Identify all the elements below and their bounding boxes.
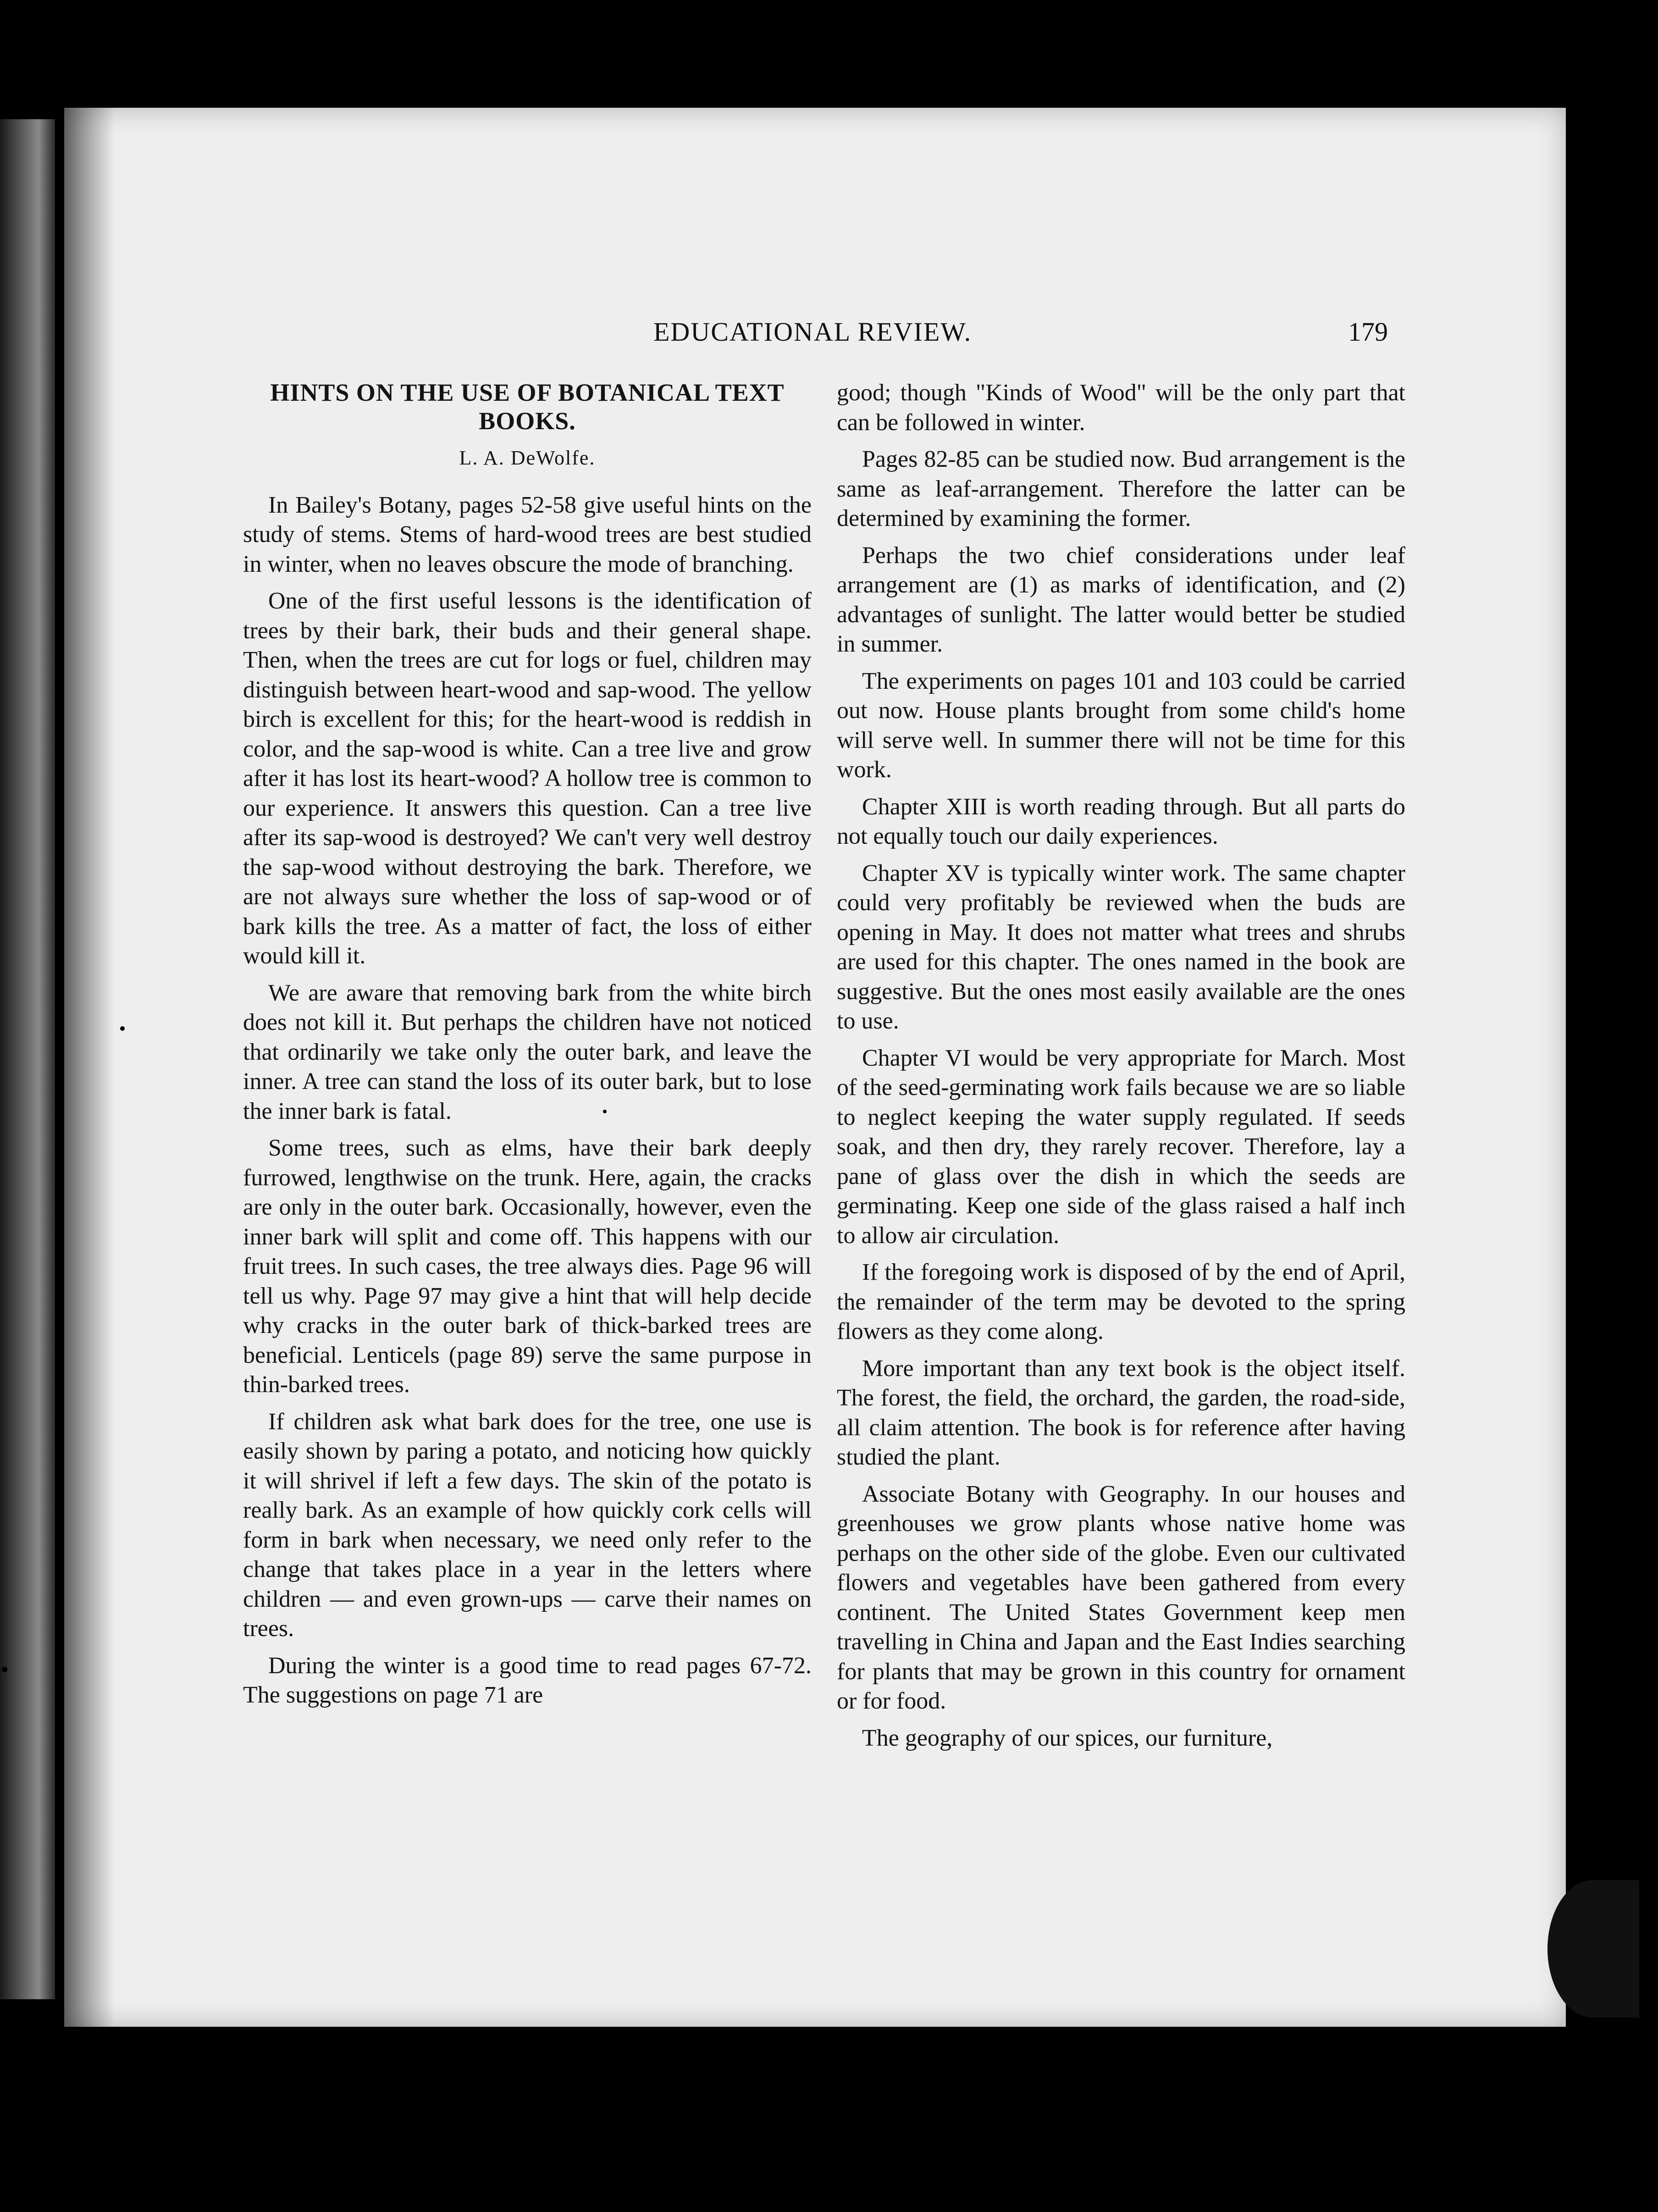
paragraph: good; though "Kinds of Wood" will be the only part that can be followed in winter. <box>837 380 1405 436</box>
paragraph: Associate Botany with Geography. In our houses and greenhouses we grow plants whose native home was perhaps on the other side of the globe. Even our cultivated flowers and vegetables have been gathered from every continent. The United States Government keep men travelling in China and Japan and the East Indies searching for plants that may be grown in this country for ornament or for food. <box>837 1481 1405 1714</box>
paragraph: If children ask what bark does for the tree, one use is easily shown by paring a potato, and noticing how quickly it will shrivel if left a few days. The skin of the potato is really bark. As an example of how quickly cork cells will form in bark when necessary, we need only refer to the change that takes place in a year in the letters where children — and even grown-ups — carve their names on trees. <box>243 1408 812 1642</box>
paragraph: In Bailey's Botany, pages 52-58 give useful hints on the study of stems. Stems of hard-wood trees are best studied in winter, when no leaves obscure the mode of branching. <box>243 492 812 577</box>
paragraph: During the winter is a good time to read pages 67-72. The suggestions on page 71 are <box>243 1652 812 1708</box>
right-column <box>837 378 1405 1760</box>
paragraph: Chapter VI would be very appropriate for March. Most of the seed-germinating work fails because we are so liable to neglect keeping the water supply regulated. If seeds soak, and then dry, they rarely recover. Therefore, lay a pane of glass over the dish in which the seeds are germinating. Keep one side of the glass raised a half inch to allow air circulation. <box>837 1045 1405 1249</box>
paragraph: The experiments on pages 101 and 103 could be carried out now. House plants brought from some child's home will serve well. In summer there will not be time for this work. <box>837 668 1405 783</box>
paragraph: One of the first useful lessons is the identification of trees by their bark, their buds and their general shape. Then, when the trees are cut for logs or fuel, children may distinguish between heart-wood and sap-wood. The yellow birch is excellent for this; for the heart-wood is reddish in color, and the sap-wood is white. Can a tree live and grow after it has lost its heart-wood? A hollow tree is common to our experience. It answers this question. Can a tree live after its sap-wood is destroyed? We can't very well destroy the sap-wood without destroying the bark. Therefore, we are not always sure whether the loss of sap-wood or of bark kills the tree. As a matter of fact, the loss of either would kill it. <box>243 588 812 969</box>
left-column <box>243 378 812 1718</box>
running-head: EDUCATIONAL REVIEW. <box>653 317 972 347</box>
page-clip <box>1547 1880 1639 2018</box>
paragraph: Some trees, such as elms, have their bark deeply furrowed, lengthwise on the trunk. Here, again, the cracks are only in the outer bark. Occasionally, however, even the inner bark will split and come off. This happens with our fruit trees. In such cases, the tree always dies. Page 96 will tell us why. Page 97 may give a hint that will help decide why cracks in the outer bark of thick-barked trees are beneficial. Lenticels (page 89) serve the same purpose in thin-barked trees. <box>243 1135 812 1398</box>
page-number: 179 <box>1348 317 1388 347</box>
paragraph: More important than any text book is the object itself. The forest, the field, the orchard, the garden, the road-side, all claim attention. The book is for reference after having studied the plant. <box>837 1355 1405 1470</box>
binding-shadow <box>64 108 115 2027</box>
paragraph: We are aware that removing bark from the white birch does not kill it. But perhaps the children have not noticed that ordinarily we take only the outer bark, and leave the inner. A tree can stand the loss of its outer bark, but to lose the inner bark is fatal. <box>243 979 812 1124</box>
article-title: HINTS ON THE USE OF BOTANICAL TEXT BOOKS. <box>270 379 785 435</box>
facing-page-edge <box>0 119 55 1999</box>
article-byline: L. A. DeWolfe. <box>459 447 596 469</box>
paragraph: Pages 82-85 can be studied now. Bud arrangement is the same as leaf-arrangement. Therefore the latter can be determined by examining the former. <box>837 446 1405 531</box>
paragraph: If the foregoing work is disposed of by the end of April, the remainder of the term may be devoted to the spring flowers as they come along. <box>837 1259 1405 1344</box>
paragraph: Chapter XIII is worth reading through. But all parts do not equally touch our daily experiences. <box>837 793 1405 849</box>
paragraph: The geography of our spices, our furniture, <box>862 1725 1273 1751</box>
paragraph: Chapter XV is typically winter work. The same chapter could very profitably be reviewed when the buds are opening in May. It does not matter what trees and shrubs are used for this chapter. The ones named in the book are suggestive. But the ones most easily available are the ones to use. <box>837 860 1405 1034</box>
paragraph: Perhaps the two chief considerations under leaf arrangement are (1) as marks of identification, and (2) advantages of sunlight. The latter would better be studied in summer. <box>837 542 1405 657</box>
